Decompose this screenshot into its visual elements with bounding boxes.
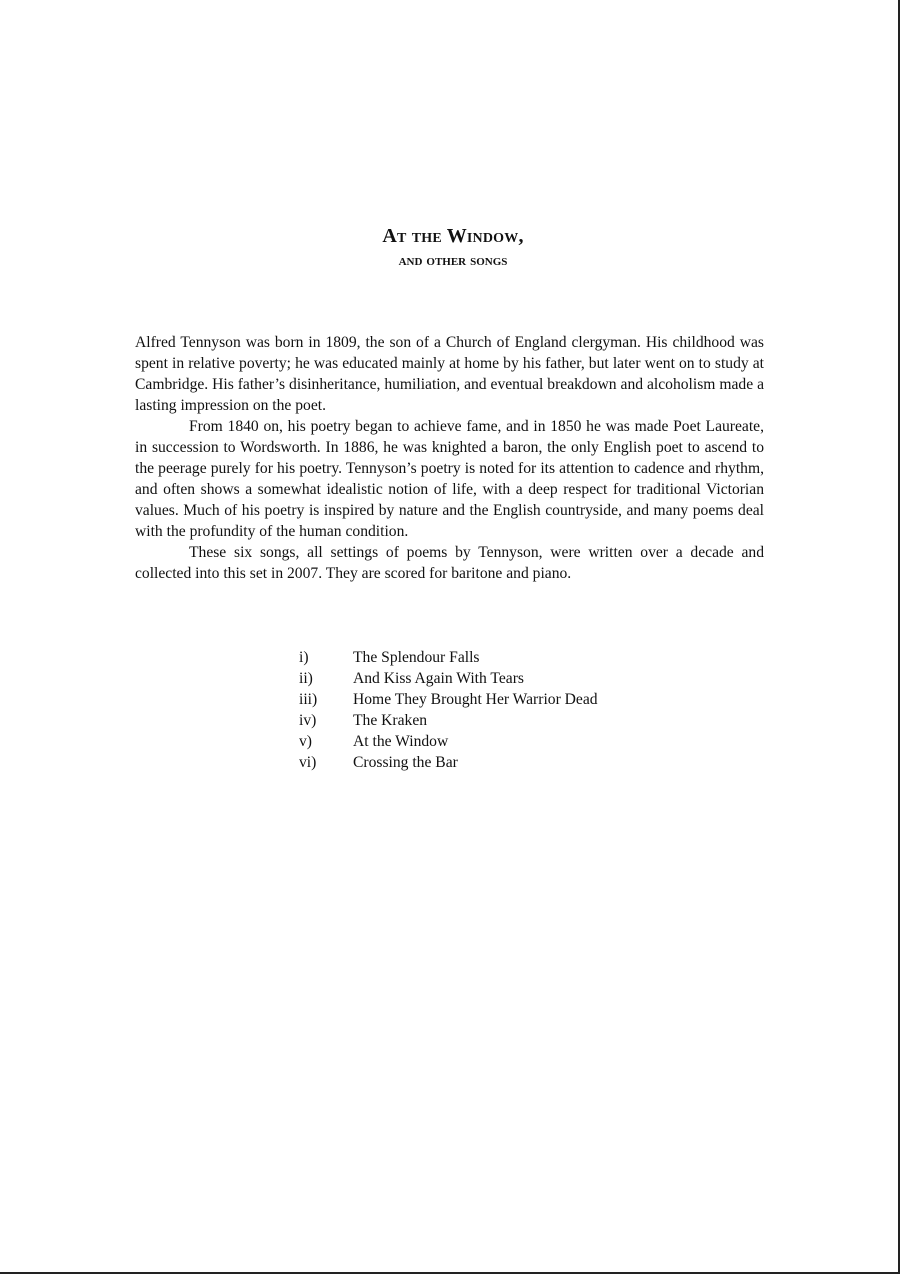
list-item xyxy=(299,647,598,668)
paragraph-biography: Alfred Tennyson was born in 1809, the son of a Church of England clergyman. His childhood was spent in relative poverty; he was educated mainly at home by his father, but later went on to study at Cambridge. His father’s disinheritance, humiliation, and eventual breakdown and alcoholism made a lasting impression on the poet. xyxy=(135,334,764,414)
song-number: iii) xyxy=(299,691,318,708)
list-item xyxy=(299,710,598,731)
song-number: iv) xyxy=(299,712,317,729)
page-subtitle: and other songs xyxy=(398,252,508,269)
song-list xyxy=(299,647,598,773)
song-title: Home They Brought Her Warrior Dead xyxy=(353,691,598,708)
song-number: i) xyxy=(299,649,309,666)
list-item xyxy=(299,731,598,752)
song-title: The Kraken xyxy=(353,712,428,729)
title-block xyxy=(0,222,900,272)
intro-text xyxy=(135,332,764,584)
paragraph-songs: These six songs, all settings of poems by Tennyson, were written over a decade and collected into this set in 2007. They are scored for baritone and piano. xyxy=(135,544,764,582)
song-number: vi) xyxy=(299,754,317,771)
list-item xyxy=(299,689,598,710)
song-title: The Splendour Falls xyxy=(353,649,480,666)
paragraph-poetry: From 1840 on, his poetry began to achieve fame, and in 1850 he was made Poet Laureate, in succession to Wordsworth. In 1886, he was knighted a baron, the only English poet to ascend to the peerage purely for his poetry. Tennyson’s poetry is noted for its attention to cadence and rhythm, and often shows a somewhat idealistic notion of life, with a deep respect for traditional Victorian values. Much of his poetry is inspired by nature and the English countryside, and many poems deal with the profundity of the human condition. xyxy=(135,418,764,540)
song-title: At the Window xyxy=(353,733,449,750)
song-number: v) xyxy=(299,733,312,750)
list-item xyxy=(299,752,598,773)
song-title: And Kiss Again With Tears xyxy=(353,670,524,687)
song-number: ii) xyxy=(299,670,313,687)
list-item xyxy=(299,668,598,689)
page-title: At the Window, xyxy=(382,225,524,247)
song-title: Crossing the Bar xyxy=(353,754,458,771)
